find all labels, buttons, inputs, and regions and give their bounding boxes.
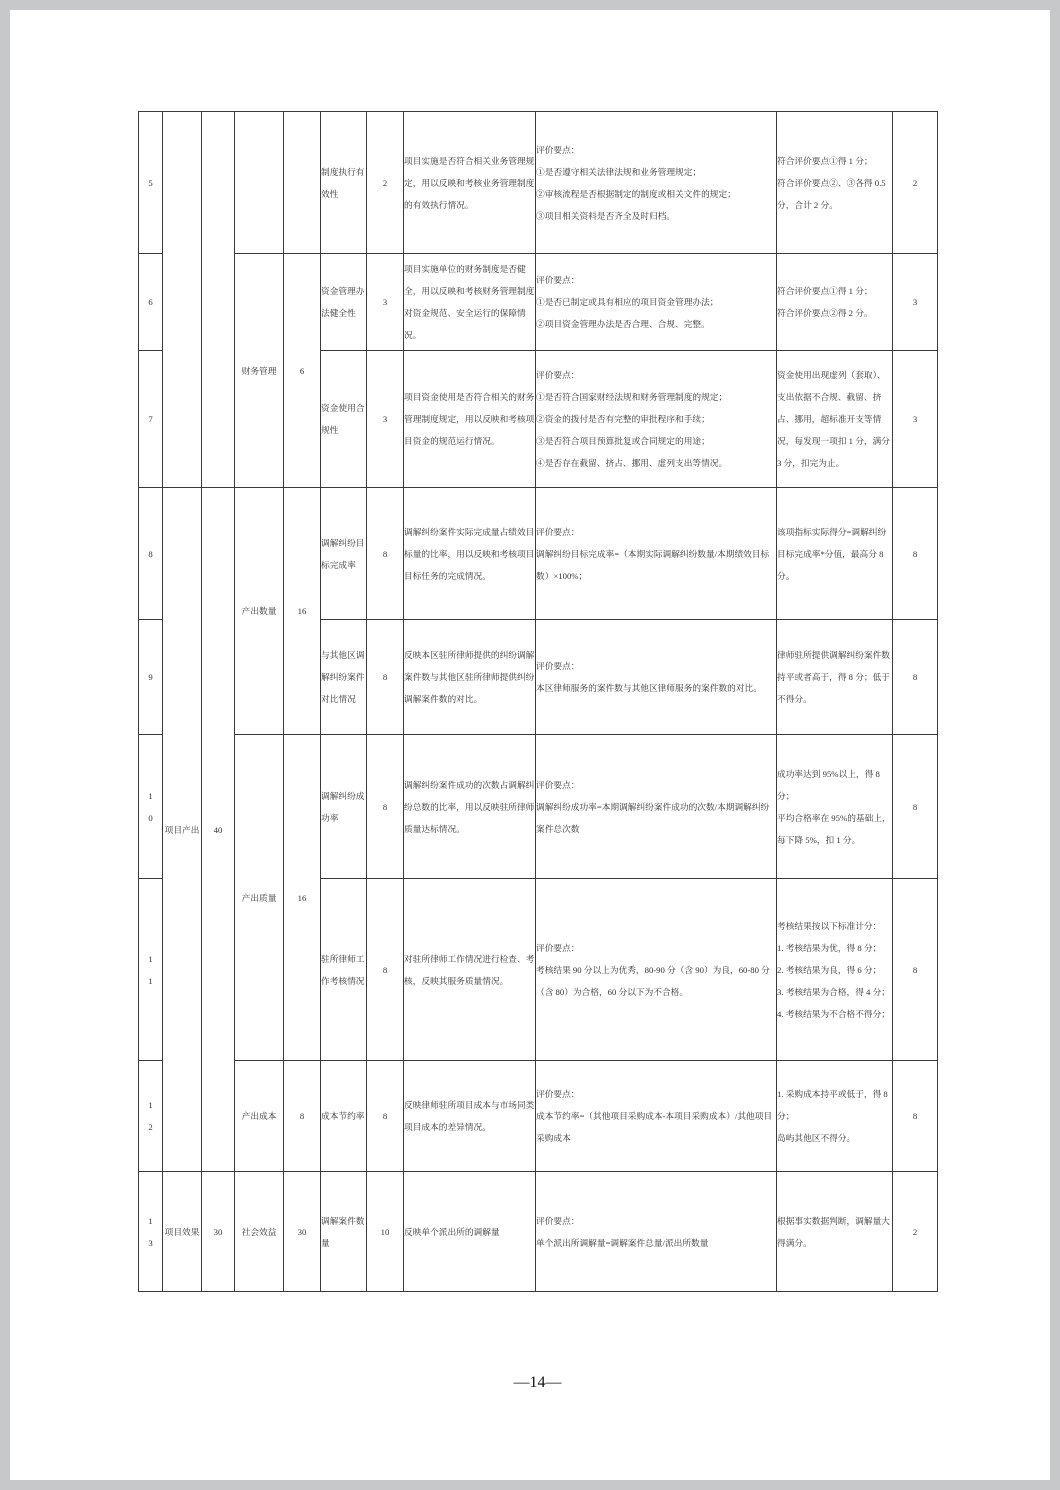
level2-score: 8: [284, 1061, 321, 1172]
row-number-cell: [139, 351, 163, 488]
level3-indicator: 驻所律师工作考核情况: [321, 879, 367, 1061]
scoring-standard: [777, 351, 893, 488]
level2-indicator-empty: [235, 112, 284, 254]
evaluation-criteria: [536, 1172, 777, 1292]
level1-indicator: 项目产出: [163, 488, 202, 1172]
evaluation-criteria: [536, 879, 777, 1061]
scoring-standard: [777, 620, 893, 735]
criteria-line: 调解纠纷成功率=本期调解纠纷案件成功的次数/本期调解纠纷案件总次数: [536, 801, 770, 834]
row-number: 5: [148, 177, 153, 188]
row-number: 10: [148, 790, 153, 823]
level2-indicator: 财务管理: [235, 254, 284, 488]
level3-indicator: 资金使用合规性: [321, 351, 367, 488]
row-number: 6: [148, 297, 153, 307]
level2-indicator: 产出成本: [235, 1061, 284, 1172]
scoring-line: 符合评价要点②得 2 分。: [777, 308, 873, 318]
scoring-line: 根据事实数据判断，调解量大得满分。: [777, 1215, 890, 1248]
score: 3: [893, 351, 938, 488]
level1-score: 40: [202, 488, 235, 1172]
row-number-cell: [139, 879, 163, 1061]
indicator-explanation: 调解纠纷案件实际完成量占绩效目标量的比率，用以反映和考核项目目标任务的完成情况。: [404, 488, 536, 620]
level3-weight: 8: [367, 488, 404, 620]
level3-weight: 2: [367, 112, 404, 254]
scoring-standard: [777, 112, 893, 254]
score: 8: [893, 488, 938, 620]
scoring-line: 平均合格率在 95%的基础上，每下降 5%，扣 1 分。: [777, 812, 891, 845]
table-row: [139, 254, 938, 351]
evaluation-criteria: [536, 254, 777, 351]
level2-score: 6: [284, 254, 321, 488]
scoring-line: 资金使用出现虚列（套取）、支出依据不合规、截留、挤占、挪用，超标准开支等情况，每发现一项扣 1 分，满分 3 分，扣完为止。: [777, 370, 890, 468]
level2-indicator: 产出质量: [235, 735, 284, 1061]
table-row: [139, 488, 938, 620]
criteria-line: ②审核流程是否根据制定的制度或相关文件的规定；: [536, 188, 736, 199]
performance-evaluation-table: [138, 111, 938, 1292]
level2-indicator: 产出数量: [235, 488, 284, 735]
table-row: [139, 112, 938, 254]
level3-weight: 8: [367, 620, 404, 735]
level3-indicator: 调解纠纷目标完成率: [321, 488, 367, 620]
scoring-standard: [777, 735, 893, 879]
evaluation-criteria: [536, 351, 777, 488]
scoring-standard: [777, 254, 893, 351]
row-number-cell: [139, 488, 163, 620]
row-number-cell: [139, 254, 163, 351]
row-number: 8: [148, 548, 153, 559]
level3-indicator: 成本节约率: [321, 1061, 367, 1172]
scoring-standard: [777, 1172, 893, 1292]
score: 2: [893, 112, 938, 254]
scoring-line: 1. 考核结果为优，得 8 分；: [777, 942, 882, 953]
indicator-explanation: 项目实施是否符合相关业务管理规定，用以反映和考核业务管理制度的有效执行情况。: [404, 112, 536, 254]
scoring-line: 律师驻所提供调解纠纷案件数持平或者高于，得 8 分；低于不得分。: [777, 650, 890, 704]
score: 8: [893, 735, 938, 879]
row-number-cell: [139, 620, 163, 735]
scoring-standard: [777, 488, 893, 620]
level2-score: 16: [284, 735, 321, 1061]
row-number: 9: [148, 672, 153, 682]
level3-indicator: 调解案件数量: [321, 1172, 367, 1292]
criteria-line: ①是否已制定或具有相应的项目资金管理办法；: [536, 297, 719, 307]
score: 2: [893, 1172, 938, 1292]
score: 3: [893, 254, 938, 351]
level1-indicator: 项目效果: [163, 1172, 202, 1292]
criteria-line: 评价要点：: [536, 144, 580, 155]
criteria-line: ③是否符合项目预算批复或合同规定的用途；: [536, 436, 710, 446]
level1-score-empty: [202, 112, 235, 488]
level3-indicator: 与其他区调解纠纷案件对比情况: [321, 620, 367, 735]
criteria-line: 评价要点：: [536, 779, 580, 790]
document-page: [10, 10, 1050, 1480]
scoring-standard: [777, 879, 893, 1061]
criteria-line: ②项目资金管理办法是否合理、合规、完整。: [536, 319, 710, 329]
level3-weight: 3: [367, 351, 404, 488]
indicator-explanation: 项目实施单位的财务制度是否健全，用以反映和考核财务管理制度对资金规范、安全运行的保障情况。: [404, 254, 536, 351]
criteria-line: 本区律师服务的案件数与其他区律师服务的案件数的对比。: [536, 683, 762, 693]
criteria-line: 考核结果 90 分以上为优秀，80-90 分（含 90）为良，60-80 分（含 80）为合格，60 分以下为不合格。: [536, 964, 770, 997]
criteria-line: 评价要点：: [536, 526, 580, 537]
level3-weight: 3: [367, 254, 404, 351]
scoring-standard: [777, 1061, 893, 1172]
row-number-cell: [139, 1061, 163, 1172]
score: 8: [893, 879, 938, 1061]
scoring-line: 成功率达到 95%以上，得 8 分；: [777, 768, 880, 801]
scoring-line: 3. 考核结果为合格，得 4 分；: [777, 986, 890, 997]
criteria-line: 评价要点：: [536, 370, 580, 380]
criteria-line: 评价要点：: [536, 942, 580, 953]
indicator-explanation: 反映本区驻所律师提供的纠纷调解案件数与其他区驻所律师提供纠纷调解案件数的对比。: [404, 620, 536, 735]
scoring-line: 该项指标实际得分=调解纠纷目标完成率*分值，最高分 8 分。: [777, 526, 887, 581]
criteria-line: 评价要点：: [536, 275, 580, 285]
criteria-line: ①是否遵守相关法律法规和业务管理规定；: [536, 166, 702, 177]
indicator-explanation: 反映律师驻所项目成本与市场同类项目成本的差异情况。: [404, 1061, 536, 1172]
evaluation-criteria: [536, 488, 777, 620]
level1-indicator-empty: [163, 112, 202, 488]
scoring-line: 符合评价要点①得 1 分；: [777, 286, 873, 296]
page-number: —14—: [513, 1374, 562, 1391]
criteria-line: 评价要点：: [536, 661, 580, 671]
scoring-line: 符合评价要点②、③各得 0.5 分，合计 2 分。: [777, 177, 886, 210]
level3-weight: 10: [367, 1172, 404, 1292]
level3-indicator: 调解纠纷成功率: [321, 735, 367, 879]
criteria-line: ①是否符合国家财经法规和财务管理制度的规定；: [536, 392, 728, 402]
criteria-line: ④是否存在截留、挤占、挪用、虚列支出等情况。: [536, 458, 728, 468]
scoring-line: 岛屿其他区不得分。: [777, 1133, 856, 1143]
evaluation-criteria: [536, 112, 777, 254]
row-number: 7: [148, 414, 153, 424]
indicator-explanation: 项目资金使用是否符合相关的财务管理制度规定，用以反映和考核项目资金的规范运行情况。: [404, 351, 536, 488]
level2-score-empty: [284, 112, 321, 254]
indicator-explanation: 反映单个派出所的调解量: [404, 1172, 536, 1292]
evaluation-criteria: [536, 735, 777, 879]
level3-weight: 8: [367, 1061, 404, 1172]
level3-weight: 8: [367, 735, 404, 879]
level2-score: 30: [284, 1172, 321, 1292]
criteria-line: 单个派出所调解量=调解案件总量/派出所数量: [536, 1237, 709, 1248]
row-number: 11: [148, 953, 153, 986]
indicator-explanation: 对驻所律师工作情况进行检查、考核，反映其服务质量情况。: [404, 879, 536, 1061]
row-number-cell: [139, 735, 163, 879]
table-row: [139, 1172, 938, 1292]
criteria-line: 评价要点：: [536, 1215, 580, 1226]
row-number-cell: [139, 1172, 163, 1292]
level3-weight: 8: [367, 879, 404, 1061]
criteria-line: 评价要点：: [536, 1089, 580, 1099]
score: 8: [893, 1061, 938, 1172]
scoring-line: 符合评价要点①得 1 分；: [777, 155, 873, 166]
row-number: 12: [148, 1100, 153, 1132]
indicator-explanation: 调解纠纷案件成功的次数占调解纠纷总数的比率，用以反映驻所律师质量达标情况。: [404, 735, 536, 879]
row-number: 13: [148, 1215, 153, 1248]
row-number-cell: [139, 112, 163, 254]
criteria-line: 调解纠纷目标完成率=（本期实际调解纠纷数量/本期绩效目标数）×100%；: [536, 548, 770, 581]
level3-indicator: 资金管理办法健全性: [321, 254, 367, 351]
table-row: [139, 1061, 938, 1172]
criteria-line: 成本节约率=（其他项目采购成本-本项目采购成本）/其他项目采购成本: [536, 1111, 773, 1143]
table-row: [139, 735, 938, 879]
level2-score: 16: [284, 488, 321, 735]
criteria-line: ②资金的拨付是否有完整的审批程序和手续；: [536, 414, 710, 424]
score: 8: [893, 620, 938, 735]
level1-score: 30: [202, 1172, 235, 1292]
scoring-line: 4. 考核结果为不合格不得分；: [777, 1008, 890, 1019]
evaluation-criteria: [536, 1061, 777, 1172]
level3-indicator: 制度执行有效性: [321, 112, 367, 254]
scoring-line: 2. 考核结果为良，得 6 分；: [777, 964, 882, 975]
criteria-line: ③项目相关资料是否齐全及时归档。: [536, 210, 675, 221]
scoring-line: 1. 采购成本持平或低于，得 8 分；: [777, 1089, 888, 1121]
evaluation-criteria: [536, 620, 777, 735]
level2-indicator: 社会效益: [235, 1172, 284, 1292]
scoring-line: 考核结果按以下标准计分：: [777, 920, 882, 931]
